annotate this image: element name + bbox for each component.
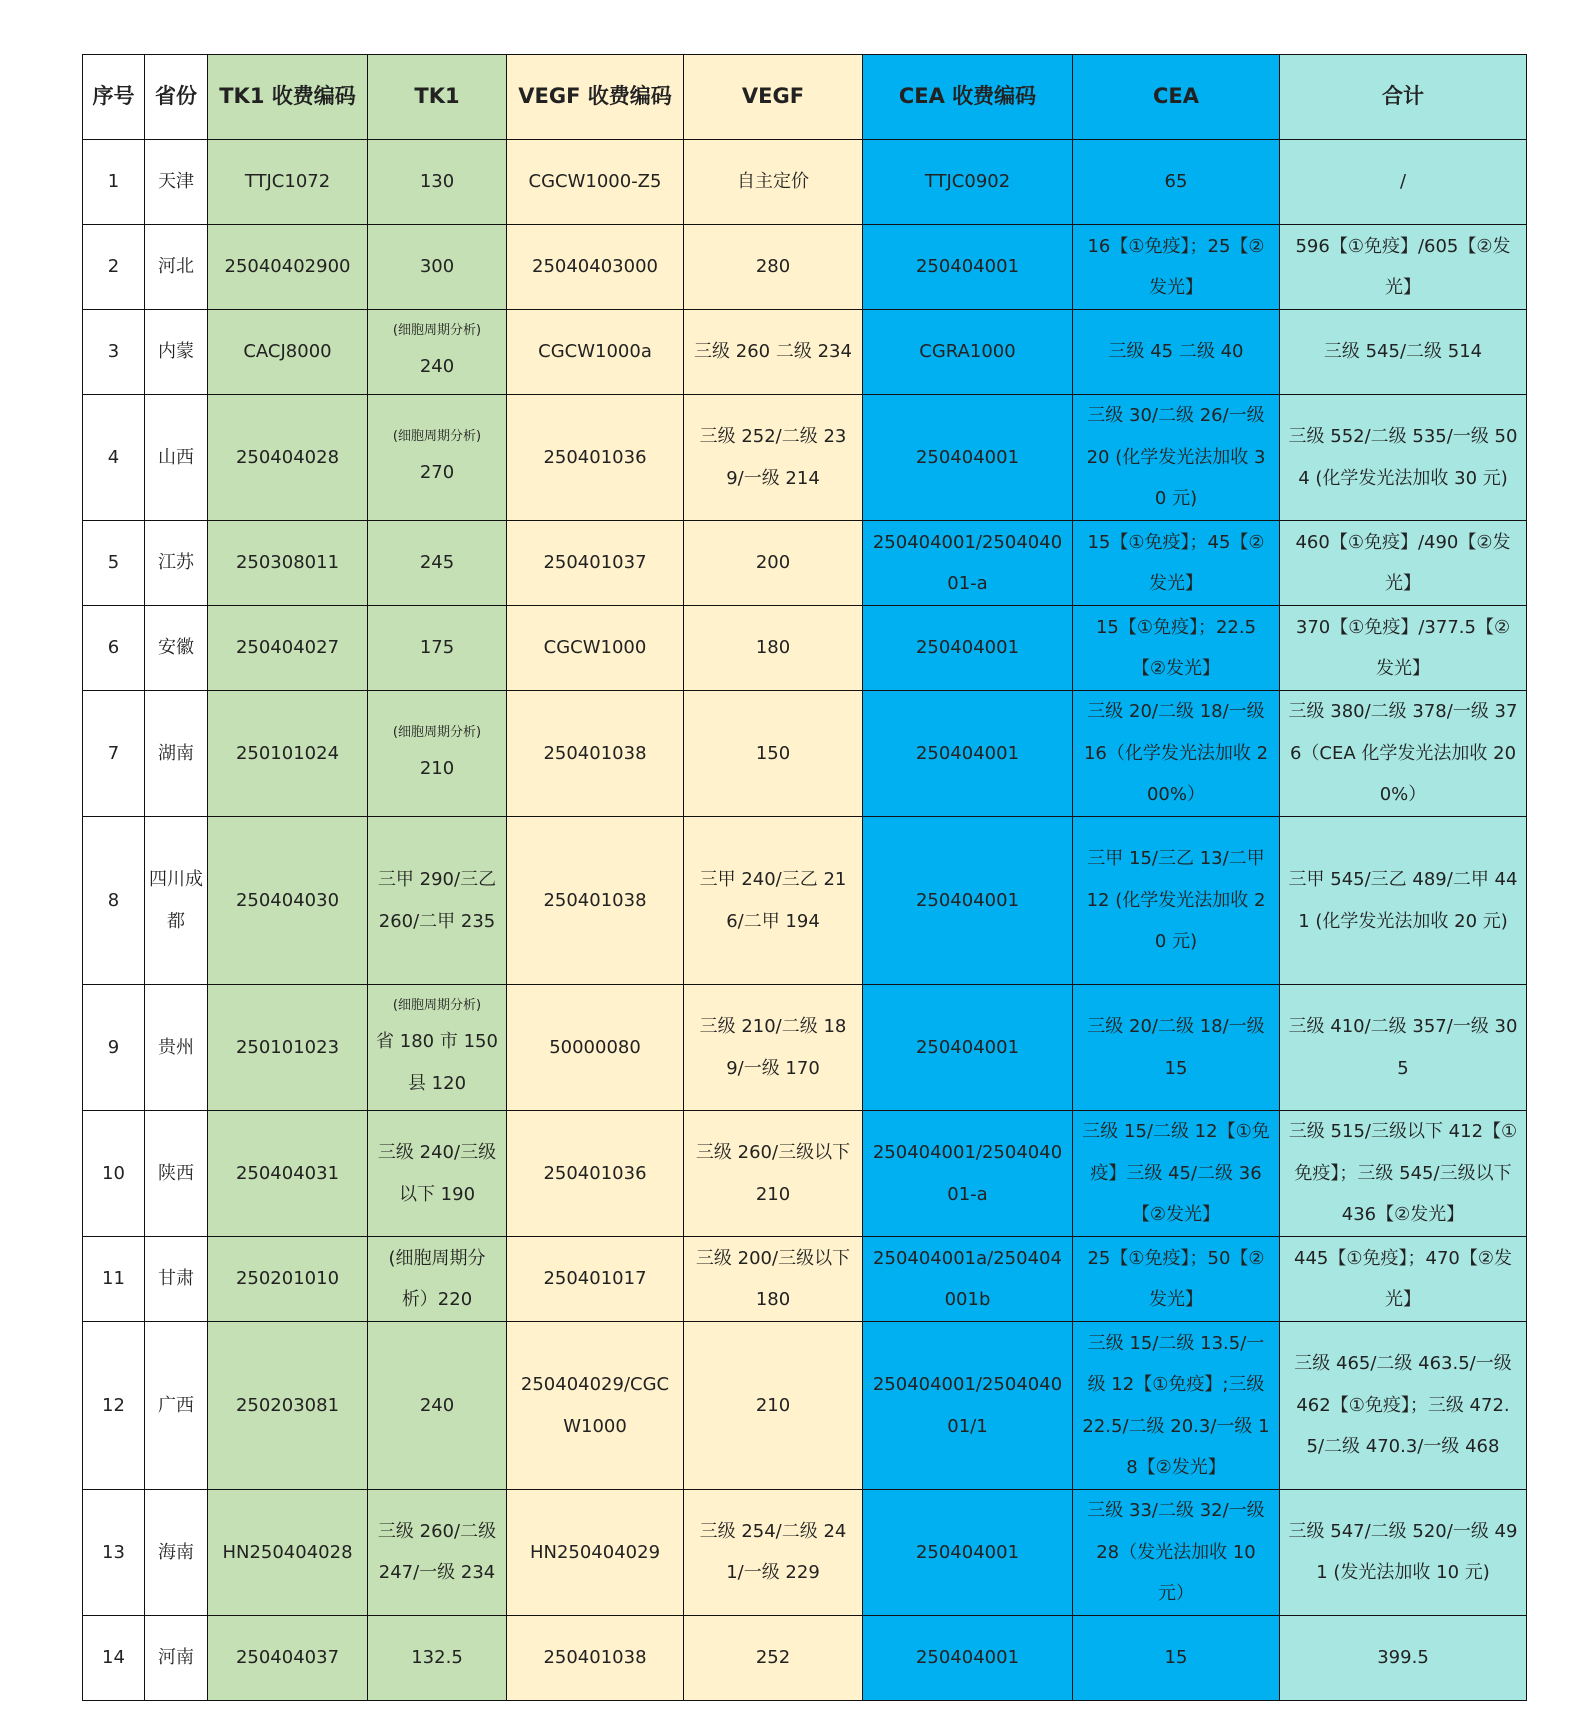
- cell-tk1-code-value: 250404027: [235, 637, 340, 659]
- cell-province-value: 安徽: [158, 637, 194, 659]
- cell-tk1-value: 130: [419, 171, 455, 193]
- cell-total-value: 三甲 545/三乙 489/二甲 441 (化学发光法加收 20 元): [1288, 869, 1518, 932]
- table-row: [83, 521, 1527, 606]
- cell-vegf-code: [507, 521, 684, 606]
- cell-tk1: [368, 1490, 507, 1616]
- cell-seq: [83, 140, 145, 225]
- cell-tk1-code: [208, 521, 368, 606]
- cell-total-value: 596【①免疫】/605【②发光】: [1295, 235, 1511, 298]
- cell-tk1-value: 240: [419, 1394, 455, 1416]
- cell-vegf: [684, 521, 863, 606]
- cell-province-value: 甘肃: [158, 1268, 194, 1290]
- cell-cea-code-value: CGRA1000: [919, 341, 1016, 363]
- cell-vegf: [684, 1615, 863, 1700]
- cell-tk1-code: [208, 985, 368, 1111]
- cell-cea-code-value: 250404001: [915, 1541, 1020, 1563]
- cell-vegf: [684, 817, 863, 985]
- cell-tk1: [368, 521, 507, 606]
- tk1-note: (细胞周期分析): [392, 724, 482, 740]
- cell-total-value: 460【①免疫】/490【②发光】: [1295, 531, 1511, 594]
- cell-total-value: 三级 465/二级 463.5/一级 462【①免疫】；三级 472.5/二级 470.3/一级 468: [1294, 1353, 1512, 1458]
- cell-total: [1280, 1322, 1527, 1490]
- table-row: [83, 1322, 1527, 1490]
- cell-vegf-code: [507, 1237, 684, 1322]
- cell-cea-code: [863, 1490, 1073, 1616]
- cell-vegf: [684, 395, 863, 521]
- cell-vegf-code-value: 250401038: [543, 742, 647, 764]
- cell-tk1-value: 三级 240/三级以下 190: [377, 1142, 497, 1205]
- cell-seq-value: 6: [107, 637, 120, 659]
- cell-tk1: [368, 817, 507, 985]
- cell-tk1-code: [208, 140, 368, 225]
- cell-vegf-code-value: 25040403000: [532, 256, 658, 278]
- cell-cea-code-value: 250404001/250404001/1: [872, 1374, 1063, 1437]
- cell-cea-code: [863, 1615, 1073, 1700]
- cell-cea-value: 三级 33/二级 32/一级 28（发光法加收 10 元）: [1087, 1500, 1265, 1604]
- cell-seq: [83, 1615, 145, 1700]
- cell-total-value: 三级 552/二级 535/一级 504 (化学发光法加收 30 元): [1288, 426, 1518, 489]
- cell-cea-code: [863, 1111, 1073, 1237]
- table-row: [83, 310, 1527, 395]
- cell-cea-code: [863, 817, 1073, 985]
- header-tk1-code: TK1 收费编码: [208, 55, 368, 140]
- cell-total: [1280, 691, 1527, 817]
- cell-vegf-code: [507, 140, 684, 225]
- cell-cea: [1073, 310, 1280, 395]
- cell-province-value: 海南: [158, 1541, 194, 1563]
- cell-seq-value: 7: [107, 742, 120, 764]
- cell-tk1: [368, 1237, 507, 1322]
- cell-cea: [1073, 1111, 1280, 1237]
- cell-cea-value: 15【①免疫】；45【②发光】: [1087, 531, 1265, 594]
- cell-vegf-code-value: 250401038: [543, 889, 647, 911]
- header-vegf-code: VEGF 收费编码: [507, 55, 684, 140]
- cell-seq: [83, 606, 145, 691]
- table-row: [83, 691, 1527, 817]
- cell-tk1-code-value: 250404031: [235, 1162, 340, 1184]
- cell-tk1-value: (细胞周期分析）220: [388, 1247, 486, 1310]
- cell-tk1-code-value: 250201010: [235, 1268, 340, 1290]
- cell-seq: [83, 395, 145, 521]
- cell-cea-code: [863, 1237, 1073, 1322]
- cell-tk1-value: 175: [419, 637, 455, 659]
- cell-cea: [1073, 691, 1280, 817]
- cell-seq-value: 8: [107, 889, 120, 911]
- cell-cea: [1073, 1615, 1280, 1700]
- cell-province: [145, 1615, 208, 1700]
- cell-seq: [83, 817, 145, 985]
- cell-cea-code-value: 250404001: [915, 1646, 1020, 1668]
- table-row: [83, 140, 1527, 225]
- cell-vegf-code-value: 250401038: [543, 1646, 647, 1668]
- cell-cea-value: 15【①免疫】；22.5【②发光】: [1095, 616, 1257, 679]
- cell-tk1-value: 132.5: [411, 1646, 463, 1668]
- cell-province: [145, 1490, 208, 1616]
- cell-cea-value: 三级 15/二级 13.5/一级 12【①免疫】;三级 22.5/二级 20.3/一级 18【②发光】: [1082, 1332, 1270, 1478]
- cell-total-value: 370【①免疫】/377.5【②发光】: [1295, 616, 1511, 679]
- cell-total: [1280, 817, 1527, 985]
- table-row: [83, 1490, 1527, 1616]
- cell-tk1: [368, 1615, 507, 1700]
- cell-tk1-value: 省 180 市 150 县 120: [376, 1031, 498, 1094]
- cell-total: [1280, 606, 1527, 691]
- cell-province: [145, 606, 208, 691]
- cell-tk1: [368, 606, 507, 691]
- cell-vegf-code-value: CGCW1000a: [538, 341, 652, 363]
- cell-tk1-code-value: 250404030: [235, 889, 340, 911]
- cell-province: [145, 310, 208, 395]
- cell-province-value: 江苏: [158, 552, 194, 574]
- header-row: [83, 55, 1527, 140]
- cell-tk1-code-value: 250308011: [235, 552, 340, 574]
- cell-seq: [83, 985, 145, 1111]
- cell-vegf-code: [507, 1615, 684, 1700]
- cell-province-value: 四川成都: [149, 869, 203, 932]
- cell-total-value: 三级 410/二级 357/一级 305: [1288, 1016, 1518, 1079]
- cell-vegf-code: [507, 395, 684, 521]
- cell-total: [1280, 140, 1527, 225]
- cell-tk1-code: [208, 310, 368, 395]
- cell-tk1: [368, 140, 507, 225]
- cell-cea-code-value: 250404001/250404001-a: [872, 531, 1063, 594]
- cell-tk1-code: [208, 1111, 368, 1237]
- cell-cea-value: 三级 20/二级 18/一级 16（化学发光法加收 200%）: [1083, 701, 1269, 806]
- cell-seq: [83, 521, 145, 606]
- cell-vegf-code-value: CGCW1000: [543, 637, 647, 659]
- header-total: 合计: [1280, 55, 1527, 140]
- cell-province: [145, 225, 208, 310]
- cell-cea: [1073, 395, 1280, 521]
- table-row: [83, 817, 1527, 985]
- cell-cea-value: 25【①免疫】；50【②发光】: [1087, 1247, 1265, 1310]
- cell-tk1: [368, 985, 507, 1111]
- cell-total-value: 三级 380/二级 378/一级 376（CEA 化学发光法加收 200%）: [1288, 701, 1518, 806]
- cell-vegf-code-value: 50000080: [549, 1036, 641, 1058]
- cell-cea-code-value: 250404001a/250404001b: [873, 1247, 1062, 1310]
- cell-vegf-code-value: 250404029/CGCW1000: [520, 1374, 670, 1437]
- cell-cea-code: [863, 521, 1073, 606]
- cell-total: [1280, 985, 1527, 1111]
- cell-tk1-code-value: HN250404028: [222, 1541, 353, 1563]
- cell-vegf-code: [507, 817, 684, 985]
- cell-vegf-value: 三级 200/三级以下 180: [695, 1247, 851, 1310]
- cell-vegf: [684, 140, 863, 225]
- tk1-note: (细胞周期分析): [392, 323, 482, 339]
- cell-vegf: [684, 691, 863, 817]
- cell-tk1-value: 三甲 290/三乙 260/二甲 235: [377, 869, 497, 932]
- header-cea-code: CEA 收费编码: [863, 55, 1073, 140]
- cell-vegf: [684, 1322, 863, 1490]
- cell-tk1-value: 300: [419, 256, 455, 278]
- cell-vegf-code-value: 250401036: [543, 1162, 647, 1184]
- cell-vegf-value: 三甲 240/三乙 216/二甲 194: [699, 869, 847, 932]
- cell-tk1-value: 240: [419, 356, 455, 378]
- cell-cea-code: [863, 225, 1073, 310]
- cell-seq: [83, 1490, 145, 1616]
- cell-vegf: [684, 225, 863, 310]
- cell-seq-value: 5: [107, 552, 120, 574]
- cell-cea: [1073, 606, 1280, 691]
- cell-vegf-value: 三级 210/二级 189/一级 170: [699, 1016, 847, 1079]
- cell-tk1-code: [208, 225, 368, 310]
- tk1-note: (细胞周期分析): [392, 998, 482, 1013]
- cell-cea: [1073, 1237, 1280, 1322]
- cell-tk1-code: [208, 817, 368, 985]
- cell-vegf-value: 三级 260/三级以下 210: [695, 1142, 851, 1205]
- cell-tk1-value: 210: [419, 757, 455, 779]
- cell-cea: [1073, 521, 1280, 606]
- cell-seq: [83, 225, 145, 310]
- cell-tk1-value: 270: [419, 461, 455, 483]
- cell-vegf: [684, 1237, 863, 1322]
- cell-tk1-code-value: 250101024: [235, 742, 340, 764]
- cell-total: [1280, 225, 1527, 310]
- cell-vegf-value: 280: [755, 256, 791, 278]
- cell-seq-value: 2: [107, 256, 120, 278]
- cell-cea: [1073, 225, 1280, 310]
- table-row: [83, 395, 1527, 521]
- cell-tk1-value: 三级 260/二级 247/一级 234: [377, 1520, 497, 1584]
- cell-total-value: 445【①免疫】；470【②发光】: [1294, 1247, 1512, 1310]
- cell-tk1: [368, 1322, 507, 1490]
- cell-vegf: [684, 985, 863, 1111]
- header-province: 省份: [145, 55, 208, 140]
- cell-vegf-code-value: HN250404029: [529, 1541, 661, 1563]
- cell-province: [145, 395, 208, 521]
- cell-province-value: 湖南: [158, 742, 194, 764]
- cell-cea-value: 三级 15/二级 12【①免疫】三级 45/二级 36【②发光】: [1082, 1121, 1270, 1226]
- cell-seq-value: 11: [102, 1268, 125, 1290]
- cell-cea-code: [863, 691, 1073, 817]
- cell-cea-code: [863, 1322, 1073, 1490]
- cell-tk1-code-value: 25040402900: [224, 256, 351, 278]
- cell-seq: [83, 310, 145, 395]
- cell-province-value: 河北: [158, 256, 194, 278]
- cell-cea: [1073, 1322, 1280, 1490]
- cell-seq-value: 3: [107, 341, 120, 363]
- cell-province-value: 内蒙: [158, 341, 194, 363]
- cell-cea-code: [863, 606, 1073, 691]
- cell-seq: [83, 1237, 145, 1322]
- cell-tk1-code-value: CACJ8000: [243, 341, 332, 363]
- tk1-note: (细胞周期分析): [392, 428, 482, 444]
- cell-vegf-code-value: 250401036: [543, 446, 647, 468]
- cell-province-value: 河南: [158, 1646, 194, 1668]
- header-seq: 序号: [83, 55, 145, 140]
- cell-tk1-code-value: 250203081: [235, 1394, 340, 1416]
- cell-vegf-value: 210: [755, 1394, 791, 1416]
- cell-vegf-value: 200: [755, 552, 791, 574]
- cell-seq-value: 14: [102, 1646, 125, 1668]
- cell-tk1-code: [208, 606, 368, 691]
- cell-province: [145, 521, 208, 606]
- cell-cea-code-value: 250404001/250404001-a: [872, 1142, 1063, 1205]
- cell-tk1: [368, 310, 507, 395]
- cell-vegf-code: [507, 985, 684, 1111]
- cell-seq-value: 13: [102, 1541, 125, 1563]
- cell-cea-code-value: 250404001: [915, 742, 1020, 764]
- cell-cea-code-value: 250404001: [915, 1036, 1020, 1058]
- cell-vegf-code: [507, 225, 684, 310]
- cell-cea-code-value: 250404001: [915, 889, 1020, 911]
- cell-seq-value: 10: [102, 1162, 125, 1184]
- cell-vegf-code: [507, 1322, 684, 1490]
- cell-tk1-code-value: TTJC1072: [244, 171, 331, 193]
- cell-cea-value: 三级 30/二级 26/一级 20 (化学发光法加收 30 元): [1086, 405, 1266, 510]
- cell-tk1-value: 245: [419, 552, 455, 574]
- table-row: [83, 225, 1527, 310]
- cell-seq: [83, 1111, 145, 1237]
- cell-total-value: /: [1399, 171, 1407, 193]
- cell-cea: [1073, 817, 1280, 985]
- cell-vegf-value: 252: [755, 1646, 791, 1668]
- cell-vegf-code-value: 250401017: [543, 1268, 647, 1290]
- header-tk1: TK1: [368, 55, 507, 140]
- cell-total: [1280, 395, 1527, 521]
- cell-cea-value: 三级 20/二级 18/一级 15: [1087, 1016, 1265, 1079]
- cell-seq-value: 1: [107, 171, 120, 193]
- cell-cea: [1073, 985, 1280, 1111]
- cell-vegf-code: [507, 606, 684, 691]
- cell-seq-value: 4: [107, 446, 120, 468]
- table-row: [83, 606, 1527, 691]
- cell-cea-value: 三甲 15/三乙 13/二甲 12 (化学发光法加收 20 元): [1086, 848, 1266, 953]
- cell-vegf-code: [507, 1490, 684, 1616]
- cell-total-value: 399.5: [1377, 1646, 1429, 1668]
- cell-tk1-code: [208, 395, 368, 521]
- cell-seq: [83, 691, 145, 817]
- cell-tk1-code-value: 250404028: [235, 446, 340, 468]
- cell-vegf-code-value: 250401037: [543, 552, 647, 574]
- cell-province: [145, 691, 208, 817]
- cell-cea-code-value: TTJC0902: [924, 171, 1011, 193]
- cell-tk1-code: [208, 1615, 368, 1700]
- cell-province-value: 天津: [158, 171, 194, 193]
- cell-tk1-code: [208, 691, 368, 817]
- cell-vegf-value: 150: [755, 742, 791, 764]
- cell-vegf: [684, 606, 863, 691]
- cell-province: [145, 140, 208, 225]
- cell-cea-value: 三级 45 二级 40: [1108, 341, 1244, 363]
- cell-cea-value: 15: [1164, 1646, 1188, 1668]
- cell-total-value: 三级 515/三级以下 412【①免疫】；三级 545/三级以下 436【②发光】: [1288, 1121, 1518, 1226]
- cell-seq-value: 9: [107, 1036, 120, 1058]
- cell-cea-code: [863, 985, 1073, 1111]
- price-table: [82, 54, 1527, 1701]
- cell-vegf: [684, 1111, 863, 1237]
- cell-total-value: 三级 545/二级 514: [1323, 341, 1483, 363]
- cell-tk1-code: [208, 1490, 368, 1616]
- cell-cea-code-value: 250404001: [915, 446, 1020, 468]
- cell-total: [1280, 310, 1527, 395]
- cell-tk1: [368, 395, 507, 521]
- table-row: [83, 1111, 1527, 1237]
- cell-tk1-code-value: 250101023: [235, 1036, 340, 1058]
- cell-vegf-value: 三级 254/二级 241/一级 229: [699, 1520, 847, 1584]
- header-vegf: VEGF: [684, 55, 863, 140]
- cell-province: [145, 817, 208, 985]
- table-row: [83, 1615, 1527, 1700]
- cell-province-value: 陕西: [158, 1162, 194, 1184]
- cell-cea-value: 16【①免疫】；25【②发光】: [1087, 235, 1265, 298]
- cell-total: [1280, 521, 1527, 606]
- cell-tk1: [368, 225, 507, 310]
- cell-total: [1280, 1237, 1527, 1322]
- cell-vegf-code: [507, 310, 684, 395]
- cell-vegf-value: 180: [755, 637, 791, 659]
- cell-vegf-value: 三级 252/二级 239/一级 214: [699, 426, 847, 489]
- cell-province: [145, 1237, 208, 1322]
- cell-vegf: [684, 310, 863, 395]
- cell-province: [145, 985, 208, 1111]
- cell-total: [1280, 1111, 1527, 1237]
- cell-tk1-code: [208, 1237, 368, 1322]
- cell-vegf-code-value: CGCW1000-Z5: [528, 171, 662, 193]
- cell-vegf-value: 三级 260 二级 234: [694, 341, 852, 363]
- cell-vegf-code: [507, 1111, 684, 1237]
- cell-cea-value: 65: [1164, 171, 1188, 193]
- cell-province-value: 贵州: [158, 1036, 194, 1058]
- cell-cea-code: [863, 395, 1073, 521]
- cell-province-value: 山西: [158, 446, 194, 468]
- table-row: [83, 985, 1527, 1111]
- cell-cea: [1073, 140, 1280, 225]
- header-cea: CEA: [1073, 55, 1280, 140]
- cell-seq-value: 12: [102, 1394, 125, 1416]
- cell-total-value: 三级 547/二级 520/一级 491 (发光法加收 10 元): [1288, 1520, 1518, 1584]
- cell-cea-code: [863, 140, 1073, 225]
- cell-total: [1280, 1615, 1527, 1700]
- cell-vegf: [684, 1490, 863, 1616]
- cell-vegf-code: [507, 691, 684, 817]
- cell-vegf-value: 自主定价: [737, 171, 809, 193]
- cell-tk1: [368, 1111, 507, 1237]
- cell-province: [145, 1111, 208, 1237]
- cell-cea-code-value: 250404001: [915, 637, 1020, 659]
- cell-cea: [1073, 1490, 1280, 1616]
- cell-tk1-code: [208, 1322, 368, 1490]
- cell-province: [145, 1322, 208, 1490]
- cell-province-value: 广西: [158, 1394, 194, 1416]
- cell-seq: [83, 1322, 145, 1490]
- cell-total: [1280, 1490, 1527, 1616]
- cell-cea-code: [863, 310, 1073, 395]
- cell-tk1: [368, 691, 507, 817]
- cell-cea-code-value: 250404001: [915, 256, 1020, 278]
- table-row: [83, 1237, 1527, 1322]
- cell-tk1-code-value: 250404037: [235, 1646, 340, 1668]
